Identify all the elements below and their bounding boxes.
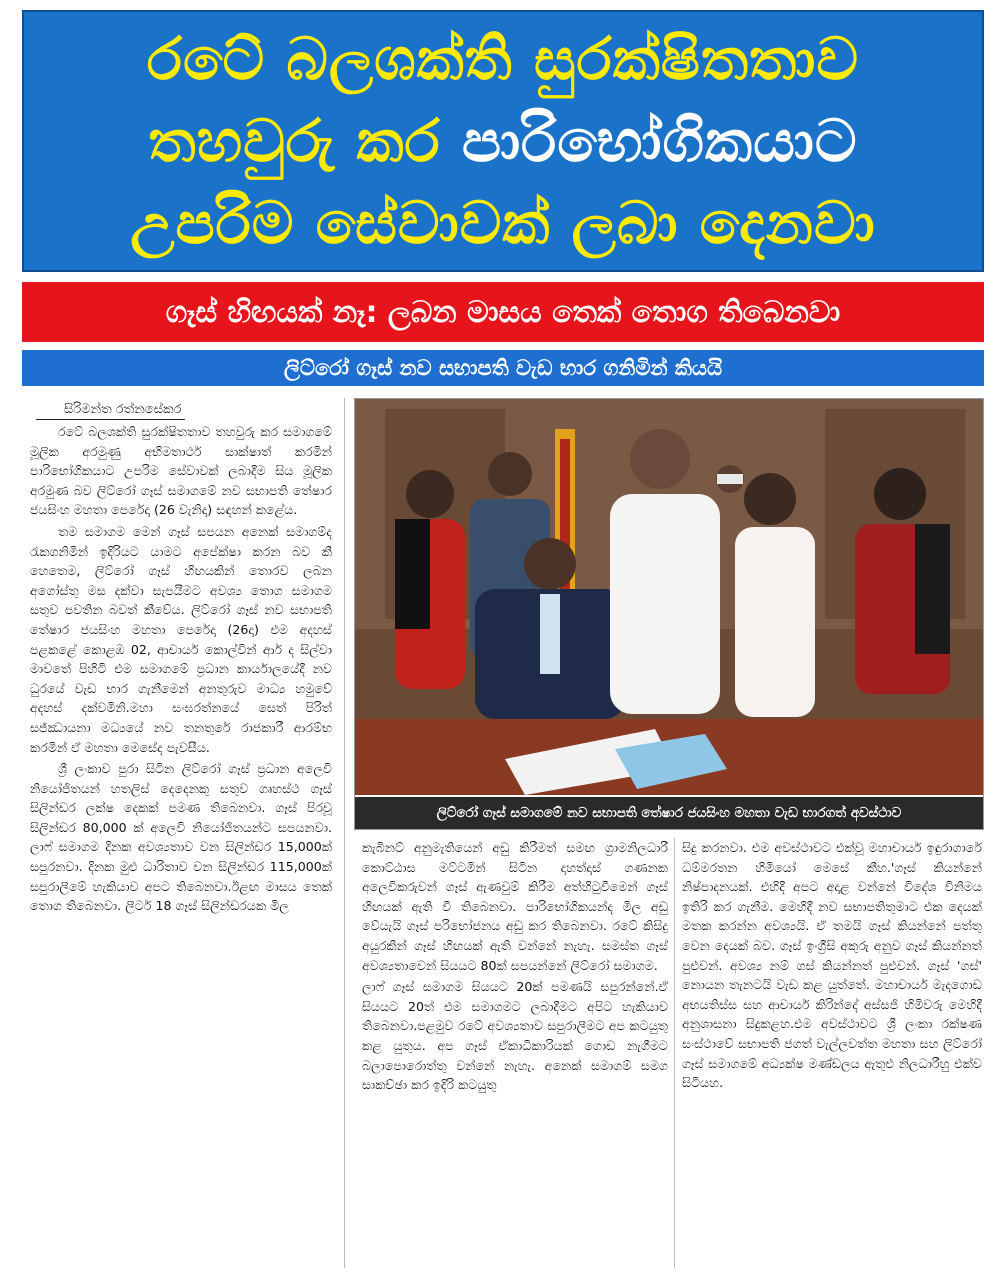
article-column-2 <box>362 838 668 1268</box>
subheadline-text: ගෑස් හිඟයක් නෑ: ලබන මාසය තෙක් තොග තිබෙනවා <box>165 294 841 330</box>
article-column-3 <box>682 838 982 1268</box>
article-paragraph: තම සමාගම මෙන් ගෑස් සපයන අනෙක් සමාගම්ද රැකගනිමින් ඉදිරියට යාමට අපේක්ෂා කරන බව කී හෙතෙම, ලිට්රෝ ගෑස් හිඟයකින් තොරව ලබන අගෝස්තු මස දක්වා සැපයීමට අවශ්‍ය තොග සමාගම සතුව පවතින බවත් කීවේය. ලිට්රෝ ගෑස් නව සභාපති තේෂාර ජයසිංහ මහතා පෙරේදා (26දා) එම අදහස් පළකළේ කොළඹ 02, ආචාර්ය කොල්වින් ආර් ද සිල්වා මාවතේ පිහිටි එම සමාගමේ ප්‍රධාන කාර්යාලයේදී නව ධුරයේ වැඩ භාර ගැනීමෙන් අනතුරුව මාධ්‍ය හමුවේ අදහස් දක්වමිනි.මහා සංඝරත්නයේ සෙත් පිරිත් සජ්ඣායනා මධ්‍යයේ නව තනතුරේ රාජකාරී ආරම්භ කරමින් ඒ මහතා මෙසේද පැවසීය. <box>30 523 332 755</box>
headline-line-2 <box>148 100 857 182</box>
article-column-1 <box>22 398 332 1268</box>
news-photo-frame <box>354 398 984 830</box>
article-paragraph: සිදු කරනවා. එම අවස්ථාවට එක්වූ මහාචාර්ය ඉඳුරාගාරේ ධම්මරතන හිමියෝ මෙසේ කීහ.'ගෑස් කියන්නේ නිෂ්පාදනයක්. එහිදී අපට අදාළ වන්නේ විදේශ විනිමය ඉතිරි කර ගැනීම. මෙහිදී නව සභාපතිතුමාට එක දෙයක් මතක කරන්න අවශ්‍යයි. ඒ තමයි ගෑස් කියන්නේ පත්තු වෙන දෙයක් බව. ගෑස් ඉංග්‍රීසි අකුරු අනුව ගෑස් කියන්නත් පුළුවන්. අවශ්‍ය නම් ගස් කියන්නත් පුළුවන්. ගෑස් 'ගස්' නොයන තැනටයි වැඩ කළ යුත්තේ. මහාචාර්ය මැදගොඩ අභයතිස්ස සහ ආචාර්ය කිරින්දේ අස්සජි හිමිවරු මෙහිදී අනුශාසනා සිදුකළහ.එම අවස්ථාවට ශ්‍රී ලංකා රක්ෂණ සංස්ථාවේ සභාපති ජගත් වැල්ලවත්ත මහතා සහ ලිට්රෝ ගෑස් සමාගමේ අධ්‍යක්ෂ මණ්ඩලය ඇතුළු නිලධාරීහු එක්ව සිටියහ. <box>682 840 982 1091</box>
headline-line-1: රටේ බලශක්ති සුරක්ෂිතතාව <box>146 25 860 93</box>
headline-banner <box>22 10 984 272</box>
news-photo <box>355 399 983 795</box>
article-paragraph: ශ්‍රී ලංකාව පුරා සිටින ලිට්රෝ ගෑස් ප්‍රධාන අලෙවි නියෝජිතයන් හතලිස් දෙදෙනකු සතුව ගෘහස්ථ ගෑස් සිලින්ඩර ලක්ෂ දෙකක් පමණ තිබෙනවා. ගෑස් පිරවූ සිලින්ඩර 80,000 ක් අලෙවි නියෝජිතයන්ට සපයනවා. ලාෆ් සමාගම දිනක අවශ්‍යතාව වන සිලින්ඩර 15,000ක් සපුරනවා. දිනක මුළු ධාරිතාව වන සිලින්ඩර 115,000ක් සපුරාලීමේ හැකියාව අපට තිබෙනවා.ඊළඟ මාසය තෙක් තොග තිබෙනවා. ලීටර් 18 ගෑස් සිලින්ඩරයක මිල <box>30 761 332 914</box>
column-divider <box>344 398 345 1268</box>
photo-caption-text: ලිට්රෝ ගෑස් සමාගමේ නව සභාපති තේෂාර ජයසිංහ මහතා වැඩ භාරගත් අවස්ථාව <box>436 805 902 821</box>
article-paragraph: රටේ බලශක්ති සුරක්ෂිතතාව තහවුරු කර සමාගමේ මූලික අරමුණු අභිමතාර්ථ සාක්ෂාත් කරමින් පාරිභෝගිකයාට උපරිම සේවාවක් ලබාදීම සිය මූලික අරමුණ බව ලිට්රෝ ගෑස් සමාගමේ නව සභාපති තේෂාර ජයසිංහ මහතා පෙරේදා (26 වැනිදා) සඳහන් කළේය. <box>30 424 332 518</box>
byline: සිරිමන්ත රත්නසේකර <box>36 402 185 420</box>
column-divider <box>674 838 675 1268</box>
article-paragraph: ලාෆ් ගෑස් සමාගම සියයට 20ක් පමණයි සපුරන්නේ.ඒ සියයට 20ත් එම සමාගමට ලබාදීමට අපිට හැකියාව තිබෙනවා.පළමුව රටේ අවශ්‍යතාව සපුරාලීමට අප කටයුතු කළ යුතුය. අප ගෑස් ඒකාධිකාරියක් ගොඩ නැගීමට බලාපොරොත්තු වන්නේ නැහැ. අනෙක් සමාගම් සමග සාකච්ඡා කර ඉදිරි කටයුතු <box>362 979 668 1093</box>
subheadline-banner <box>22 282 984 342</box>
headline-line-3: උපරිම සේවාවක් ලබා දෙනවා <box>130 189 876 257</box>
article-paragraph: කැබිනට් අනුමැතියෙන් අඩු කිරීමත් සමඟ ග්‍රාමනිලධාරී කොට්ඨාස මට්ටමින් සිටින දාහත්දාස් ගණනක අලෙවිකරුවන් ගෑස් ඇණවුම් කිරීම අත්හිටුවීමෙන් ගෑස් හිඟයක් ඇති වී තිබෙනවා. පාරිභෝගිකයන්ද මිල අඩු වේයැයි ගෑස් පරිභෝජනය අඩු කර තිබෙනවා. රටේ කිසිදු අයුරකින් ගෑස් හිඟයක් ඇති වන්නේ නැහැ. සමස්ත ගෑස් අවශ්‍යතාවෙන් සියයට 80ක් සපයන්නේ ලිට්රෝ සමාගම. <box>362 840 668 973</box>
tagline-banner <box>22 350 984 386</box>
headline-line-2-yellow: තහවුරු කර <box>148 107 462 175</box>
tagline-text: ලිට්රෝ ගෑස් නව සභාපති වැඩ භාර ගනිමින් කියයි <box>283 355 723 380</box>
headline-line-2-white: පාරිභෝගිකයාට <box>461 107 858 175</box>
photo-caption <box>355 797 983 829</box>
